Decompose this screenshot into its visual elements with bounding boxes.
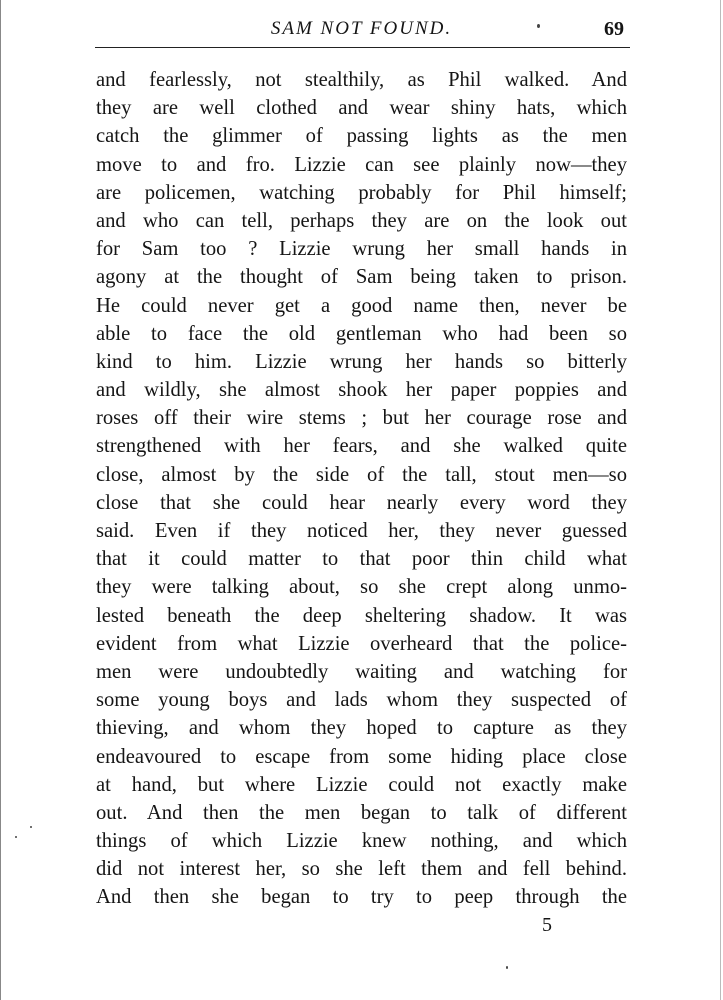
text-line: strengthened with her fears, and she walked quite [96, 435, 627, 458]
signature-mark: 5 [542, 914, 552, 936]
text-line: men were undoubtedly waiting and watching for [96, 660, 627, 683]
text-line: able to face the old gentleman who had been so [96, 322, 627, 345]
text-line: catch the glimmer of passing lights as the men [96, 125, 627, 148]
text-line: out. And then the men began to talk of different [96, 801, 627, 824]
text-line: for Sam too ? Lizzie wrung her small hands in [96, 238, 627, 261]
text-line: and who can tell, perhaps they are on the look out [96, 209, 627, 232]
scan-right-edge [720, 0, 721, 1000]
text-line: at hand, but where Lizzie could not exactly make [96, 773, 627, 796]
text-line: and wildly, she almost shook her paper poppies and [96, 379, 627, 402]
ink-speck [30, 826, 32, 828]
text-line: they were talking about, so she crept along unmo- [96, 576, 627, 599]
text-line: did not interest her, so she left them and fell behind. [96, 858, 627, 881]
ink-speck [506, 966, 508, 969]
text-line: close, almost by the side of the tall, stout men—so [96, 463, 627, 486]
body-text [96, 66, 627, 912]
text-line: endeavoured to escape from some hiding place close [96, 745, 627, 768]
text-line: evident from what Lizzie overheard that the police- [96, 632, 627, 655]
text-line: thieving, and whom they hoped to capture as they [96, 717, 627, 740]
text-line: agony at the thought of Sam being taken to prison. [96, 266, 627, 289]
page-number: 69 [604, 18, 624, 40]
text-line: And then she began to try to peep through the [96, 886, 627, 909]
text-line: they are well clothed and wear shiny hats, which [96, 97, 627, 120]
text-line: and fearlessly, not stealthily, as Phil walked. And [96, 69, 627, 91]
running-head: SAM NOT FOUND. [270, 18, 453, 39]
ink-speck [15, 836, 17, 838]
text-line: kind to him. Lizzie wrung her hands so bitterly [96, 350, 627, 373]
scan-left-edge [0, 0, 1, 1000]
text-line: are policemen, watching probably for Phil himself; [96, 181, 627, 204]
text-line: that it could matter to that poor thin child what [96, 548, 627, 571]
text-line: He could never get a good name then, never be [96, 294, 627, 317]
text-line: roses off their wire stems ; but her courage rose and [96, 407, 627, 430]
text-line: some young boys and lads whom they suspected of [96, 689, 627, 712]
header-rule [95, 47, 630, 48]
text-line: things of which Lizzie knew nothing, and which [96, 830, 627, 853]
text-line: said. Even if they noticed her, they never guessed [96, 520, 627, 542]
text-line: close that she could hear nearly every word they [96, 491, 627, 514]
text-line: move to and fro. Lizzie can see plainly now—they [96, 153, 627, 176]
ink-speck [537, 24, 540, 28]
text-line: lested beneath the deep sheltering shadow. It was [96, 604, 627, 627]
